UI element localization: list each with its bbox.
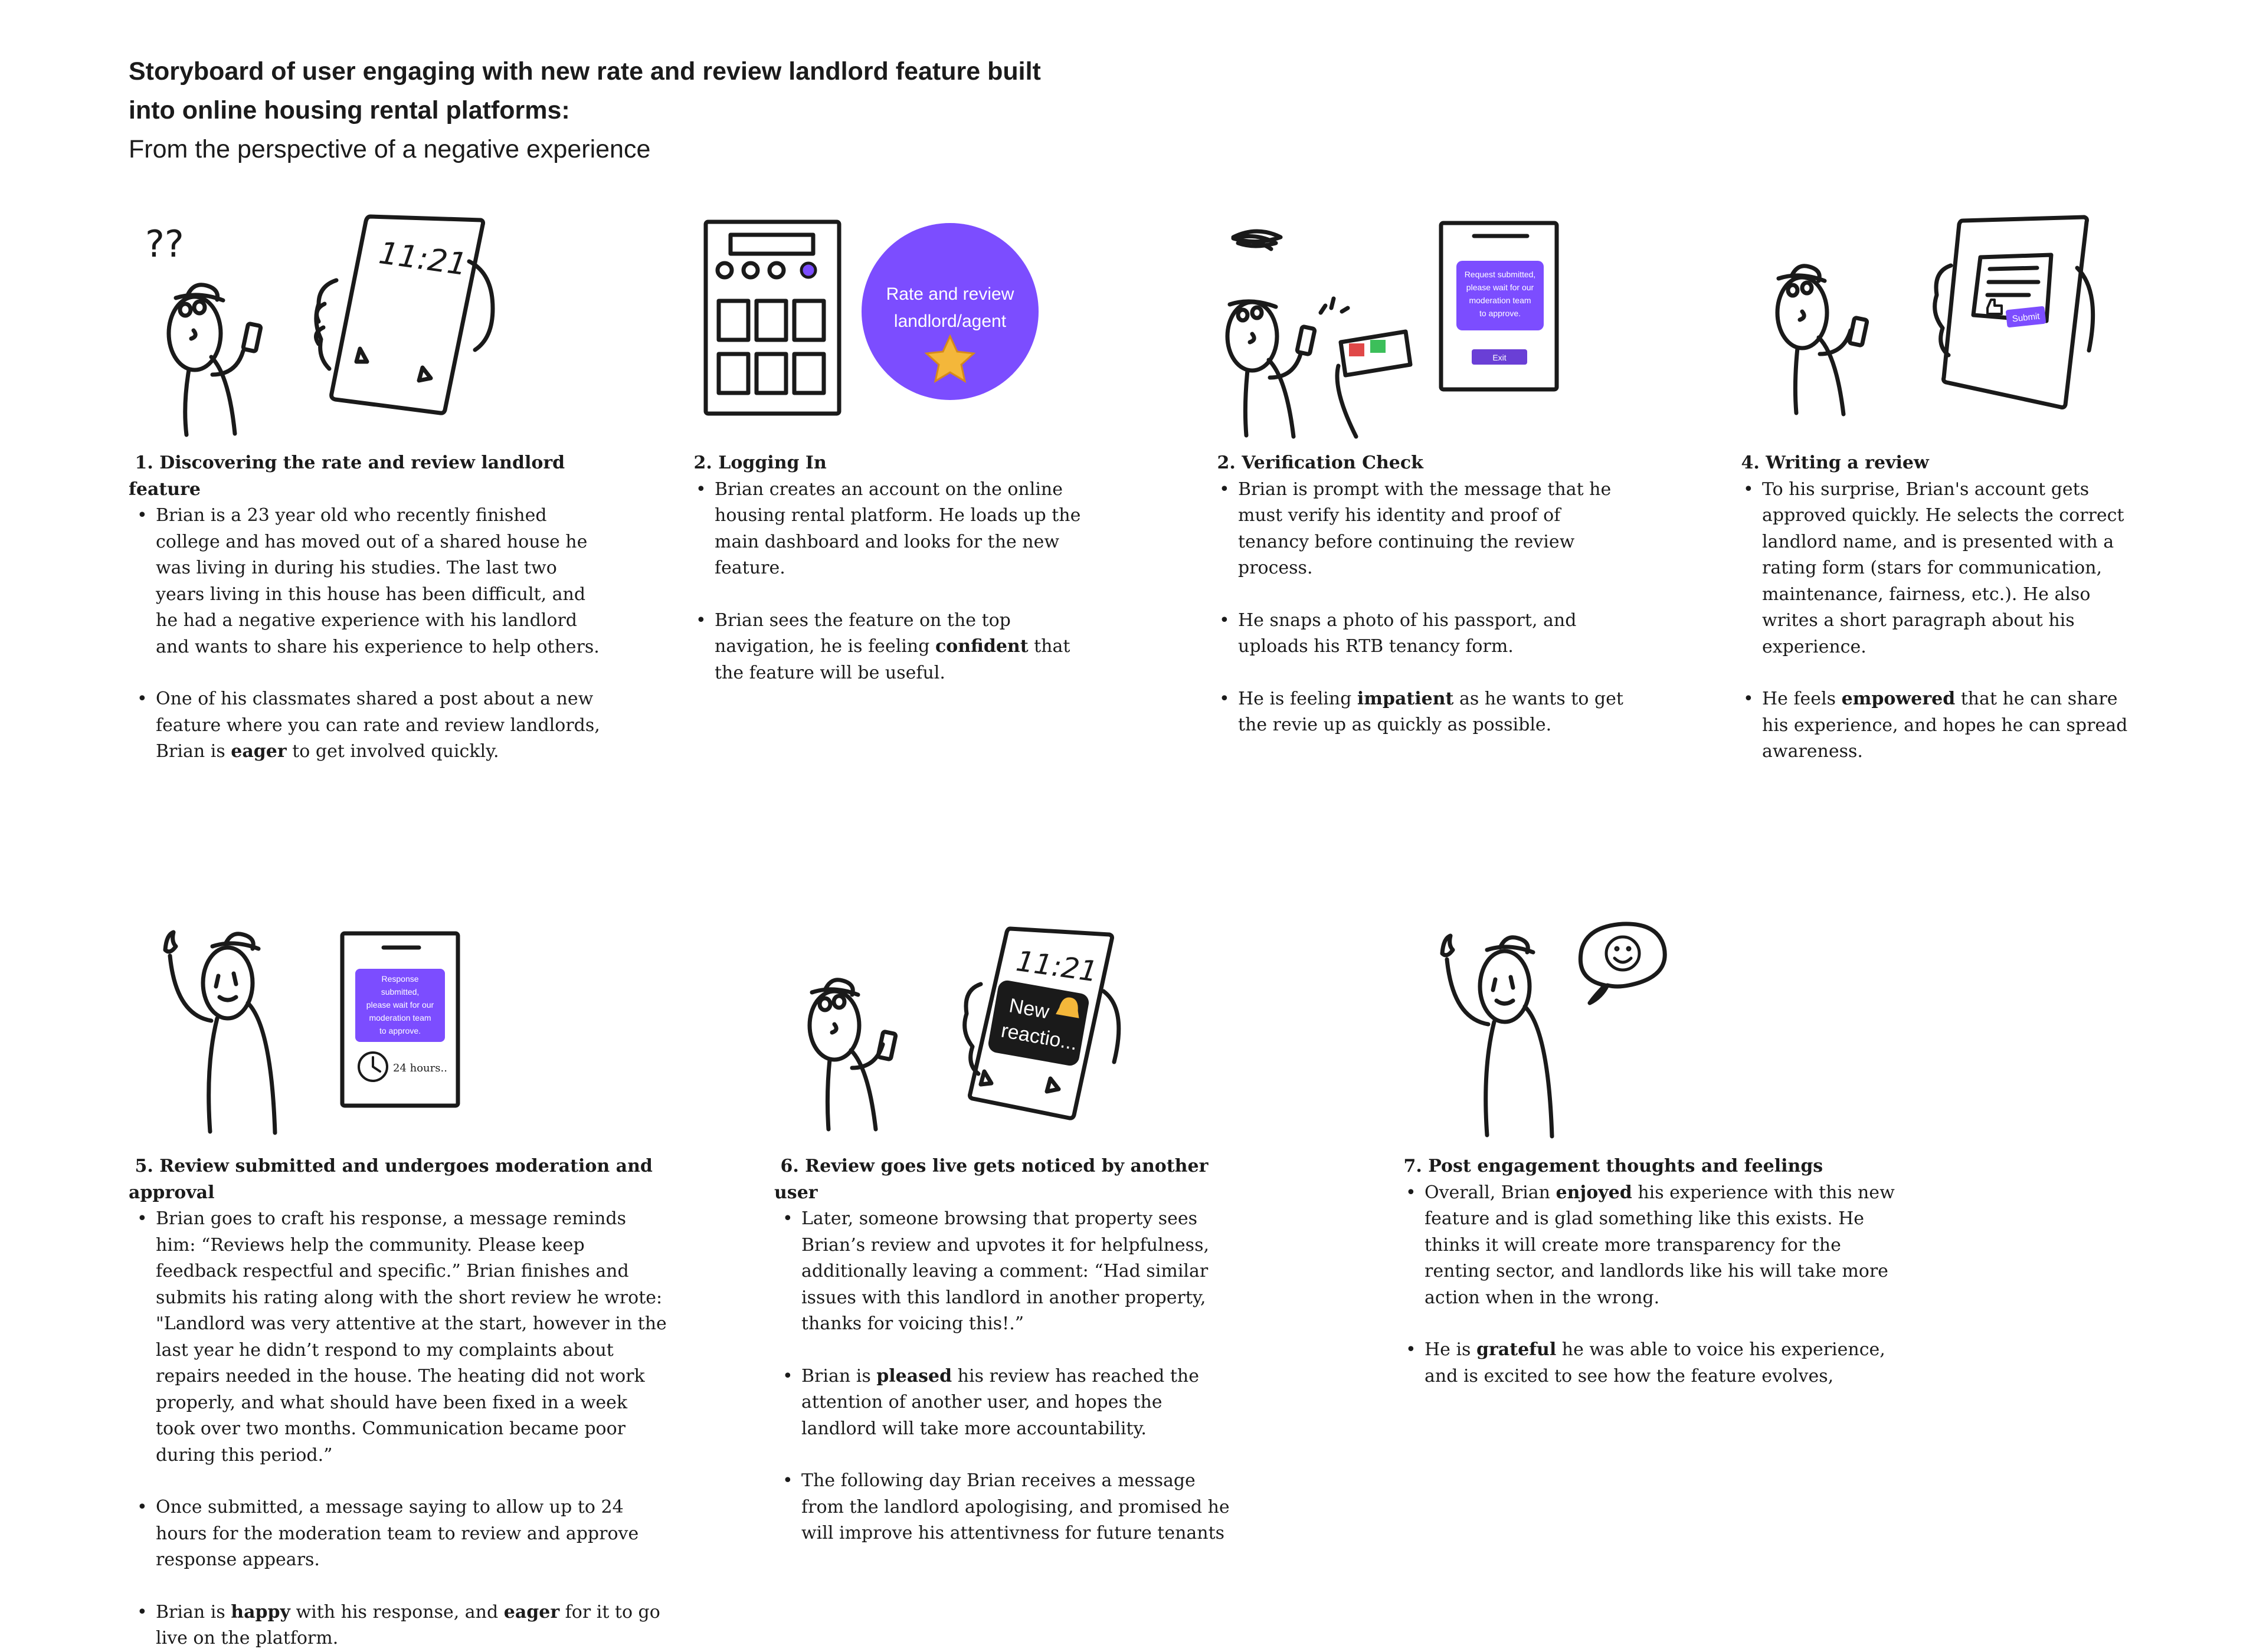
panel-6-paragraph: • The following day Brian receives a message from the landlord apologising, and promised he will improve his attentivness for future tenants: [782, 1470, 1230, 1543]
brian-figure-icon: [169, 285, 261, 435]
feature-badge-line-2: landlord/agent: [893, 312, 1007, 331]
storyboard-header: [129, 52, 1132, 169]
verify-msg-line-1: Request submitted,: [1464, 270, 1536, 279]
verify-msg-line-2: please wait for our: [1466, 283, 1534, 292]
panel-4-title: 4. Writing a review: [1741, 453, 1929, 473]
panel-7-paragraph: • He is grateful he was able to voice his experience, and is excited to see how the feature evolves,: [1406, 1339, 1885, 1386]
panel-3-text: [1211, 450, 1636, 739]
mod-msg-line-4: moderation team: [369, 1013, 431, 1022]
panel-3-title: 2. Verification Check: [1217, 453, 1423, 473]
mod-msg-line-3: please wait for our: [366, 1000, 434, 1009]
mod-msg-line-1: Response: [381, 974, 419, 984]
panel-3-paragraph: • He snaps a photo of his passport, and uploads his RTB tenancy form.: [1219, 609, 1577, 657]
title-line-2: into online housing rental platforms:: [129, 96, 570, 124]
panel-4-paragraph: • He feels empowered that he can share his experience, and hopes he can spread awareness.: [1743, 689, 2128, 762]
panel-3-illustration: [1216, 218, 1570, 442]
tenancy-form-icon: [1370, 340, 1386, 353]
panel-2-title: 2. Logging In: [693, 453, 827, 473]
clock-icon: [359, 1053, 387, 1081]
writing-figure-icon: [1777, 266, 1867, 414]
mod-msg-line-5: to approve.: [379, 1026, 421, 1035]
panel-6-title: 6. Review goes live gets noticed by another user: [774, 1156, 1209, 1203]
verify-msg-line-3: moderation team: [1469, 296, 1531, 305]
feature-badge-line-1: Rate and review: [886, 284, 1014, 304]
mod-msg-line-2: submitted,: [381, 987, 420, 997]
page-subtitle: From the perspective of a negative experience: [129, 135, 651, 163]
notif-line-1: New: [1007, 994, 1051, 1024]
mod-hours-label: 24 hours..: [393, 1062, 447, 1074]
feature-nav-dot-icon: [801, 263, 816, 277]
panel-1-paragraph: • Brian is a 23 year old who recently finished college and has moved out of a shared house he was living in during his studies. The last two years living in this house has been difficult, and he had a negative experience with his landlord and wants to share his experience to help others.: [137, 505, 600, 657]
panel-5-paragraph: • Brian goes to craft his response, a message reminds him: “Reviews help the community. Please keep feedback respectful and specific.” Brian finishes and submits his rating along with the short review he wrote: "Landlord was very attentive at the start, however in the last year he didn’t respond to my complaints about repairs needed in the house. The heating did not work properly, and what should have been fixed in a week took over two months. Communication became poor during this period.”: [137, 1208, 667, 1466]
panel-3-paragraph: • Brian is prompt with the message that he must verify his identity and proof of tenancy before continuing the review process.: [1219, 478, 1612, 578]
panel-5-title: 5. Review submitted and undergoes moderation and approval: [129, 1156, 653, 1203]
panel-1-paragraph: • One of his classmates shared a post about a new feature where you can rate and review landlords, Brian is eager to get involved quickly.: [137, 689, 600, 762]
panel-3-paragraph: • He is feeling impatient as he wants to get the revie up as quickly as possible.: [1219, 688, 1623, 735]
grateful-figure-icon: [1442, 936, 1552, 1136]
panel-1-title: 1. Discovering the rate and review landlord feature: [129, 453, 565, 500]
panel-5-paragraph: • Once submitted, a message saying to allow up to 24 hours for the moderation team to review and approve response appears.: [137, 1497, 639, 1570]
panel-4-illustration: [1770, 212, 2101, 437]
passport-photo-icon: [1349, 343, 1364, 356]
panel-2-paragraph: • Brian creates an account on the online housing rental platform. He loads up the main dashboard and looks for the new feature.: [696, 478, 1081, 578]
panel-5-text: [129, 1153, 672, 1652]
panel-4-paragraph: • To his surprise, Brian's account gets approved quickly. He selects the correct landlord name, and is presented with a rating form (stars for communication, maintenance, fairness, etc.). He also writes a short paragraph about his experience.: [1743, 478, 2124, 657]
panel-2-illustration: [702, 218, 1056, 419]
panel-7-title: 7. Post engagement thoughts and feelings: [1403, 1156, 1823, 1176]
panel-2-paragraph: • Brian sees the feature on the top navigation, he is feeling confident that the feature will be useful.: [696, 609, 1070, 683]
panel-7-paragraph: • Overall, Brian enjoyed his experience with this new feature and is glad something like this exists. He thinks it will create more transparency for the renting sector, and landlords like his will take more action when in the wrong.: [1406, 1182, 1895, 1308]
panel-6-paragraph: • Later, someone browsing that property sees Brian’s review and upvotes it for helpfulness, additionally leaving a comment: “Had similar issues with this landlord in another property, thanks for voicing this!.”: [782, 1208, 1210, 1334]
page-title: [129, 52, 1132, 130]
notif-phone-time: 11:21: [1014, 944, 1100, 989]
dashboard-phone-icon: [706, 222, 839, 414]
panel-6-paragraph: • Brian is pleased his review has reached the attention of another user, and hopes the landlord will take more accountability.: [782, 1365, 1199, 1439]
panel-1-text: [129, 450, 601, 765]
verify-msg-line-4: to approve.: [1479, 309, 1521, 318]
panel-2-text: [687, 450, 1095, 686]
panel-7-text: [1397, 1153, 1911, 1389]
submit-button-label: Submit: [2012, 311, 2041, 324]
panel-6-illustration: [797, 920, 1163, 1145]
panel-4-text: [1735, 450, 2148, 765]
smiley-icon: [1606, 937, 1639, 970]
panel-5-illustration: [142, 926, 472, 1139]
phone-time: 11:21: [376, 235, 470, 283]
exit-button-label: Exit: [1492, 353, 1507, 362]
noticed-figure-icon: [810, 980, 896, 1129]
notif-line-2: reactio...: [999, 1019, 1079, 1055]
title-line-1: Storyboard of user engaging with new rate and review landlord feature built: [129, 57, 1041, 86]
panel-5-paragraph: • Brian is happy with his response, and eager for it to go live on the platform.: [137, 1601, 660, 1648]
panel-6-text: [774, 1153, 1234, 1547]
impatient-figure-icon: [1227, 231, 1410, 437]
question-marks-icon: ??: [145, 222, 184, 266]
panel-7-illustration: [1422, 920, 1729, 1145]
waving-figure-icon: [165, 932, 275, 1133]
panel-1-illustration: [136, 209, 502, 440]
thumbs-up-icon: [1987, 300, 2002, 314]
